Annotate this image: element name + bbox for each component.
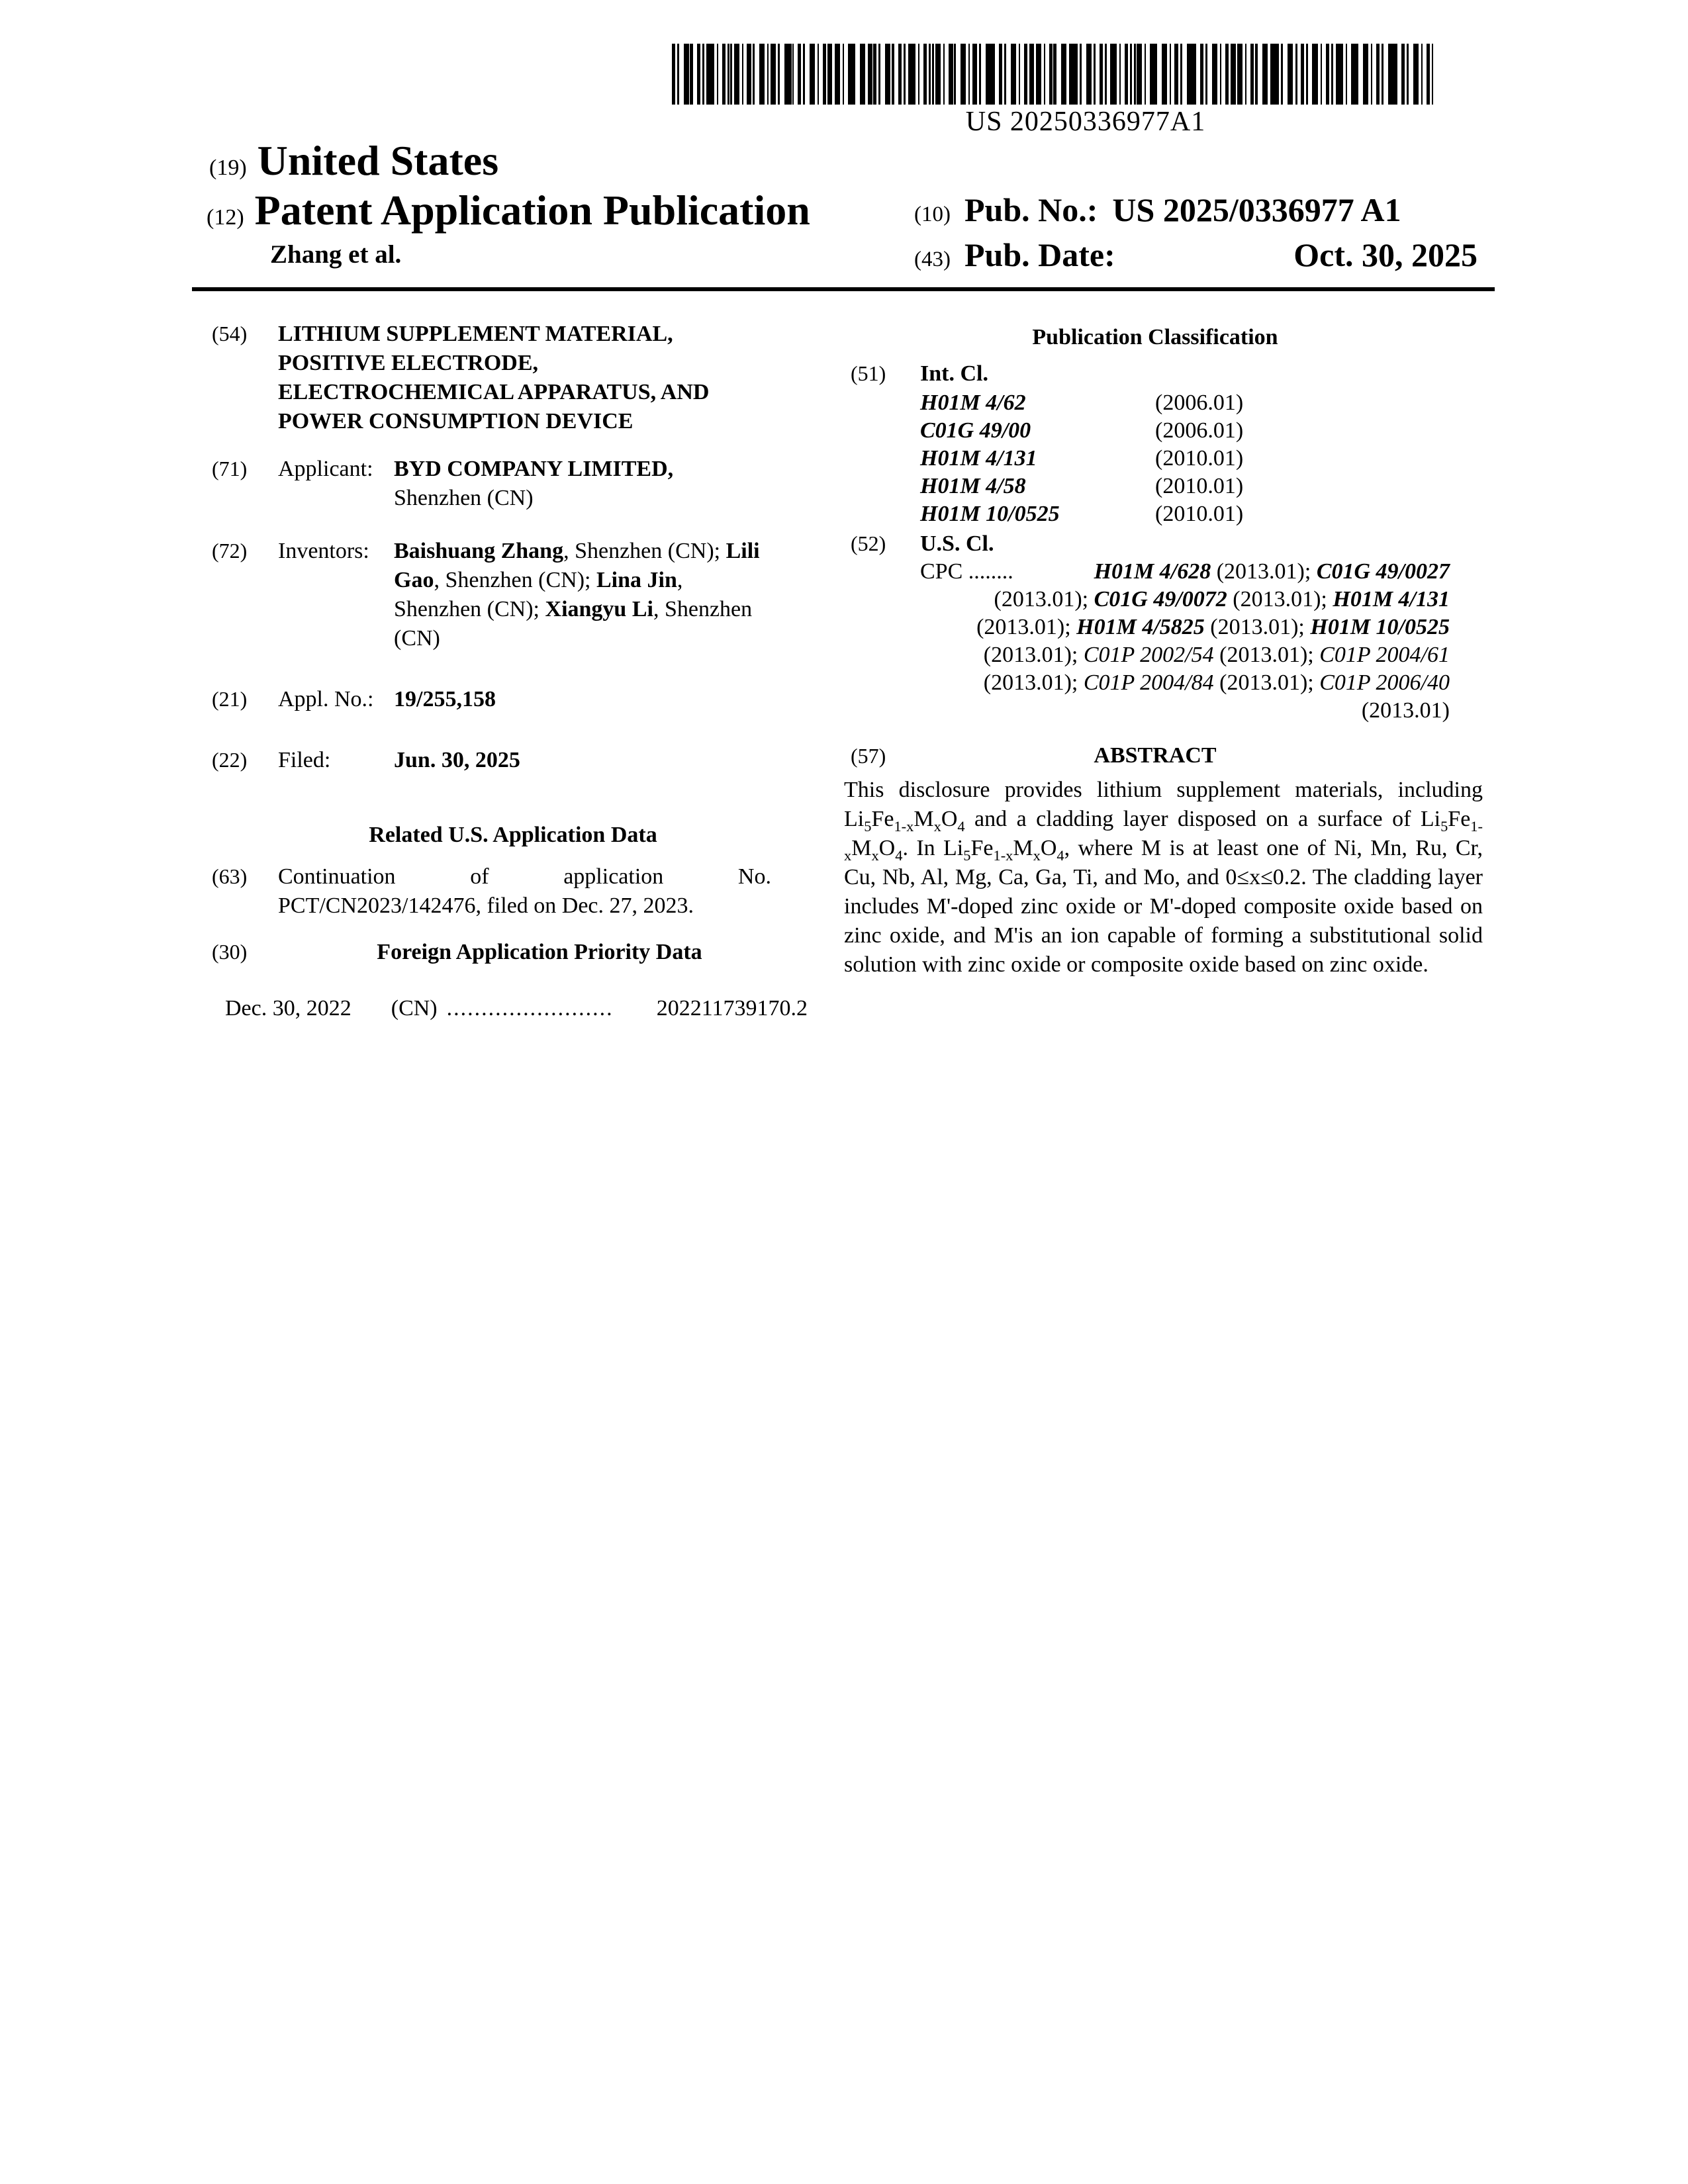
header-divider [192, 287, 1495, 291]
cpc-prefix: CPC ........ [920, 559, 1013, 584]
inid-12: (12) [207, 205, 244, 230]
int-cl-row [920, 417, 1397, 445]
pub-no-label: Pub. No.: [964, 191, 1098, 228]
barcode-number: US 20250336977A1 [965, 107, 1206, 137]
us-cl-label: U.S. Cl. [920, 531, 994, 556]
int-cl-row [920, 500, 1397, 528]
publication-classification-heading: Publication Classification [1032, 325, 1278, 349]
inid-51: (51) [851, 361, 886, 385]
priority-country: (CN) [391, 996, 438, 1021]
inid-30: (30) [212, 940, 248, 964]
inid-52: (52) [851, 531, 886, 555]
inid-21: (21) [212, 687, 248, 711]
filed-label: Filed: [278, 748, 331, 772]
appl-no-value: 19/255,158 [394, 687, 496, 711]
int-cl-version: (2010.01) [1155, 446, 1244, 471]
appl-no-label: Appl. No.: [278, 687, 374, 711]
continuation-text: Continuation of application No. PCT/CN2023/142476, filed on Dec. 27, 2023. [278, 864, 771, 918]
us-cl-section [851, 529, 1460, 559]
inid-57: (57) [851, 744, 886, 768]
inventors-section [212, 536, 808, 653]
priority-date: Dec. 30, 2022 [225, 996, 352, 1021]
foreign-priority-heading: Foreign Application Priority Data [377, 940, 702, 964]
int-cl-row [920, 445, 1397, 473]
int-cl-row [920, 389, 1397, 417]
filed-value: Jun. 30, 2025 [394, 748, 520, 772]
inid-72: (72) [212, 539, 248, 563]
priority-dot-leader: ........................ [446, 996, 614, 1021]
applicant-value: BYD COMPANY LIMITED, Shenzhen (CN) [394, 457, 674, 510]
inid-22: (22) [212, 748, 248, 772]
priority-number: 202211739170.2 [656, 996, 808, 1021]
title-section [212, 319, 808, 436]
int-cl-code: H01M 10/0525 [920, 502, 1060, 526]
pub-no-row [914, 191, 1477, 229]
document-type: Patent Application Publication [254, 187, 810, 234]
inventors-value: Baishuang Zhang, Shenzhen (CN); Lili Gao, Shenzhen (CN); Lina Jin, Shenzhen (CN); Xiangyu Li, Shenzhen (CN) [394, 539, 760, 651]
int-cl-label: Int. Cl. [920, 361, 988, 386]
int-cl-code: C01G 49/00 [920, 418, 1031, 443]
inid-10: (10) [914, 203, 951, 226]
abstract-heading: ABSTRACT [1094, 743, 1217, 768]
int-cl-section [851, 359, 1460, 388]
int-cl-code: H01M 4/58 [920, 474, 1026, 498]
inid-54: (54) [212, 322, 248, 345]
pub-no-value: US 2025/0336977 A1 [1112, 191, 1401, 228]
related-data-heading: Related U.S. Application Data [369, 823, 657, 847]
inid-43: (43) [914, 248, 951, 271]
abstract-text: This disclosure provides lithium supplement materials, including $Li_5Fe_{1-x}M_xO_4$ and a cladding layer disposed on a surface of $Li_5Fe_{1-x}M_xO_4$. In $Li_5Fe_{1-x}M_xO_4$, where M is at least one of Ni, Mn, Ru, Cr, Cu, Nb, Al, Mg, Ca, Ga, Ti, and Mo, and 0≤x≤0.2. The cladding layer includes M'-doped zinc oxide or M'-doped composite oxide based on zinc oxide, and M'is an ion capable of forming a substitutional solid solution with zinc oxide or composite oxide based on zinc oxide. [844, 778, 1483, 977]
int-cl-row [920, 473, 1397, 500]
int-cl-code: H01M 4/131 [920, 446, 1037, 471]
barcode [672, 44, 1433, 105]
int-cl-code: H01M 4/62 [920, 390, 1026, 415]
pub-date-row [914, 236, 1477, 274]
inid-19: (19) [209, 156, 247, 180]
foreign-priority-section [212, 937, 801, 967]
header-country-row [209, 136, 498, 185]
applicant-label: Applicant: [278, 457, 373, 481]
int-cl-table [920, 389, 1397, 528]
pub-date-value: Oct. 30, 2025 [1293, 236, 1477, 273]
filed-section [212, 745, 808, 775]
pub-date-label: Pub. Date: [964, 236, 1115, 273]
inid-71: (71) [212, 457, 248, 480]
int-cl-version: (2006.01) [1155, 390, 1244, 415]
invention-title: LITHIUM SUPPLEMENT MATERIAL, POSITIVE ELECTRODE, ELECTROCHEMICAL APPARATUS, AND POWER CONSUMPTION DEVICE [278, 322, 710, 433]
int-cl-version: (2006.01) [1155, 418, 1244, 443]
cpc-codes: H01M 4/628 (2013.01); C01G 49/0027 (2013.01); C01G 49/0072 (2013.01); H01M 4/131 (2013.01); H01M 4/5825 (2013.01); H01M 10/0525 (2013.01); C01P 2002/54 (2013.01); C01P 2004/61 (2013.01); C01P 2004/84 (2013.01); C01P 2006/40 (2013.01) [976, 559, 1450, 723]
country-title: United States [257, 137, 499, 184]
int-cl-version: (2010.01) [1155, 474, 1244, 498]
inventors-label: Inventors: [278, 539, 369, 563]
applicant-section [212, 454, 808, 513]
appl-no-section [212, 684, 808, 714]
int-cl-version: (2010.01) [1155, 502, 1244, 526]
cpc-classification-block [920, 558, 1450, 725]
priority-data-row [225, 994, 808, 1023]
inid-63: (63) [212, 864, 248, 888]
author-line: Zhang et al. [270, 240, 402, 269]
continuation-section [212, 862, 801, 921]
header-doctype-row [207, 186, 810, 235]
